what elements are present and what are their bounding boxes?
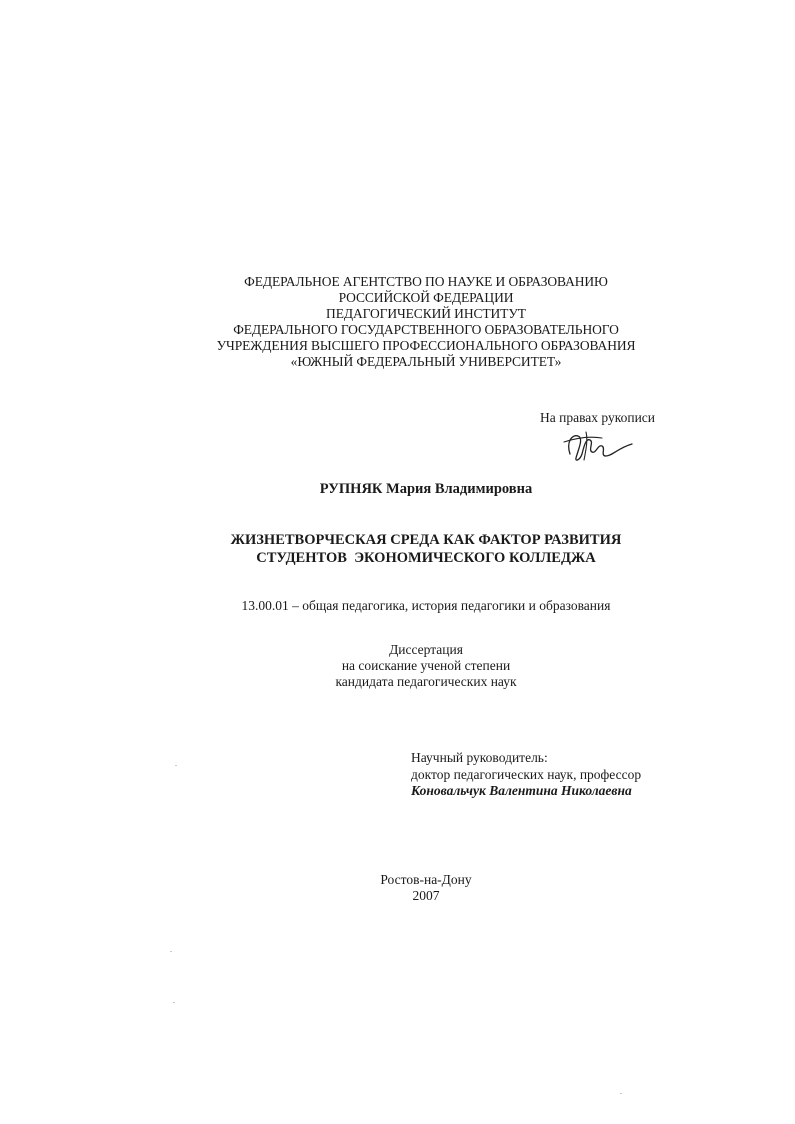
specialty-code: 13.00.01 – общая педагогика, история педагогики и образования	[241, 598, 611, 613]
header-line: ФЕДЕРАЛЬНОЕ АГЕНТСТВО ПО НАУКЕ И ОБРАЗОВАНИЮ	[244, 274, 608, 289]
scan-speck	[170, 951, 172, 952]
degree-statement	[0, 642, 795, 690]
degree-line: Диссертация	[389, 642, 463, 657]
organization-header	[0, 274, 795, 370]
degree-line: на соискание ученой степени	[341, 658, 511, 673]
header-line: РОССИЙСКОЙ ФЕДЕРАЦИИ	[338, 290, 514, 305]
title-line: ЖИЗНЕТВОРЧЕСКАЯ СРЕДА КАК ФАКТОР РАЗВИТИЯ	[230, 532, 622, 548]
city: Ростов-на-Дону	[380, 872, 472, 887]
header-line: ПЕДАГОГИЧЕСКИЙ ИНСТИТУТ	[326, 306, 526, 321]
scan-speck	[175, 765, 177, 766]
header-line: «ЮЖНЫЙ ФЕДЕРАЛЬНЫЙ УНИВЕРСИТЕТ»	[290, 354, 562, 369]
year: 2007	[412, 888, 440, 903]
scan-speck	[620, 1093, 622, 1094]
degree-line: кандидата педагогических наук	[335, 674, 517, 689]
author-name: РУПНЯК Мария Владимировна	[319, 481, 533, 497]
supervisor-name: Коновальчук Валентина Николаевна	[411, 783, 632, 798]
handwritten-signature	[556, 420, 636, 468]
title-line: СТУДЕНТОВ ЭКОНОМИЧЕСКОГО КОЛЛЕДЖА	[256, 550, 596, 566]
header-line: ФЕДЕРАЛЬНОГО ГОСУДАРСТВЕННОГО ОБРАЗОВАТЕЛЬНОГО	[233, 322, 619, 337]
manuscript-rights-note: На правах рукописи	[540, 410, 656, 425]
place-and-year	[0, 872, 795, 904]
scan-speck	[173, 1002, 175, 1003]
supervisor-label: Научный руководитель:	[411, 750, 548, 765]
dissertation-title	[0, 531, 795, 567]
supervisor-credentials: доктор педагогических наук, профессор	[411, 766, 642, 782]
supervisor-info	[411, 750, 641, 800]
header-line: УЧРЕЖДЕНИЯ ВЫСШЕГО ПРОФЕССИОНАЛЬНОГО ОБРАЗОВАНИЯ	[216, 338, 636, 353]
